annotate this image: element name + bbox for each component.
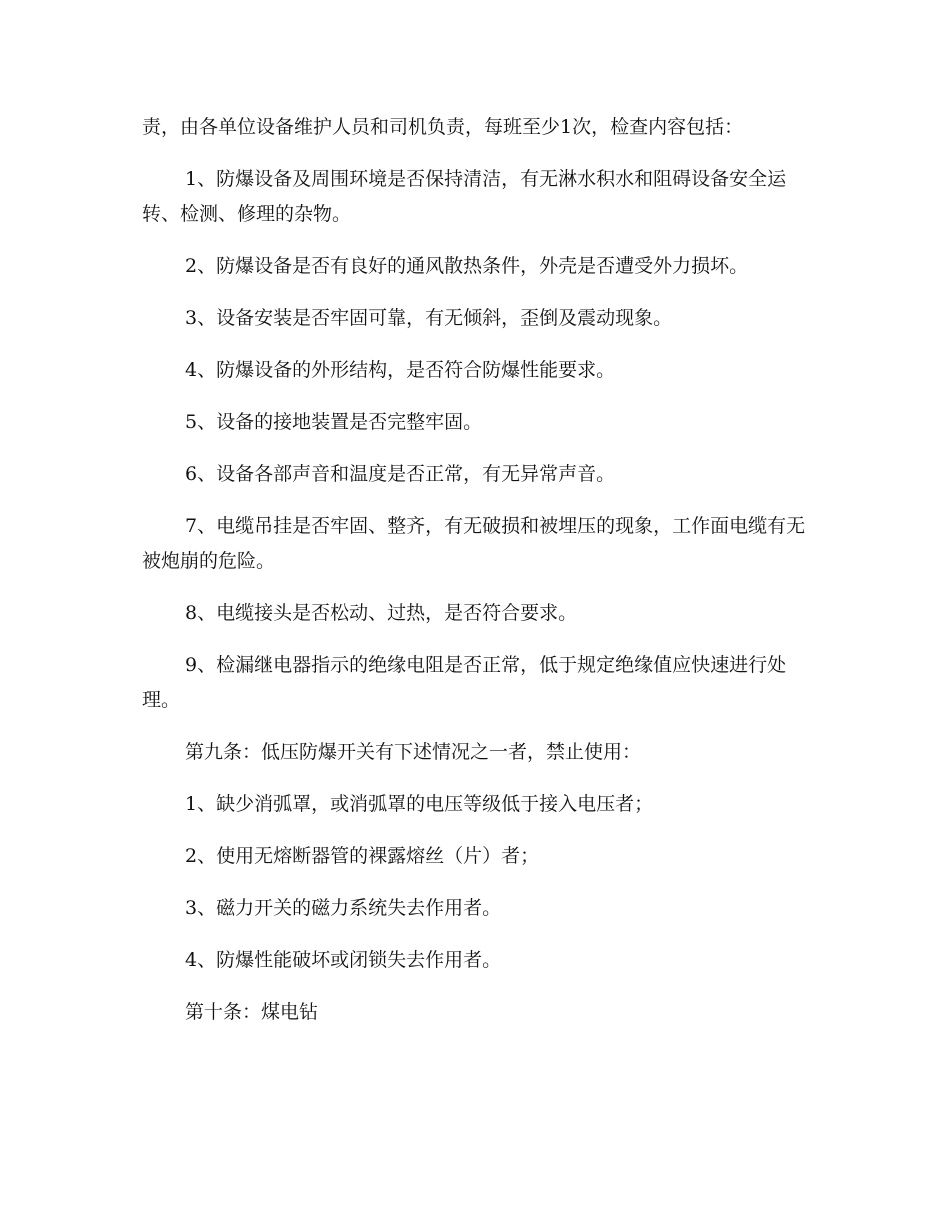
paragraph-item-9: 9、检漏继电器指示的绝缘电阻是否正常，低于规定绝缘值应快速进行处理。 [142,654,787,711]
article-9-item-1: 1、缺少消弧罩，或消弧罩的电压等级低于接入电压者； [185,793,654,815]
paragraph-item-7: 7、电缆吊挂是否牢固、整齐，有无破损和被埋压的现象，工作面电缆有无被炮崩的危险。 [142,515,806,572]
paragraph-continuation: 责，由各单位设备维护人员和司机负责，每班至少1次，检查内容包括： [142,116,744,138]
paragraph-item-1: 1、防爆设备及周围环境是否保持清洁，有无淋水积水和阻碍设备安全运转、检测、修理的杂物。 [142,168,787,225]
article-9-item-2: 2、使用无熔断器管的裸露熔丝（片）者； [185,845,540,867]
paragraph-item-3: 3、设备安装是否牢固可靠，有无倾斜，歪倒及震动现象。 [185,307,673,329]
article-9-item-4: 4、防爆性能破坏或闭锁失去作用者。 [185,949,502,971]
paragraph-item-6: 6、设备各部声音和温度是否正常，有无异常声音。 [185,463,616,485]
paragraph-item-2: 2、防爆设备是否有良好的通风散热条件，外壳是否遭受外力损坏。 [185,255,749,277]
paragraph-item-8: 8、电缆接头是否松动、过热，是否符合要求。 [185,602,578,624]
article-9-heading: 第九条：低压防爆开关有下述情况之一者，禁止使用： [185,741,642,763]
paragraph-item-5: 5、设备的接地装置是否完整牢固。 [185,411,483,433]
article-9-item-3: 3、磁力开关的磁力系统失去作用者。 [185,897,502,919]
paragraph-item-4: 4、防爆设备的外形结构，是否符合防爆性能要求。 [185,359,616,381]
article-10-heading: 第十条：煤电钻 [185,1001,319,1023]
document-body [142,110,808,1047]
